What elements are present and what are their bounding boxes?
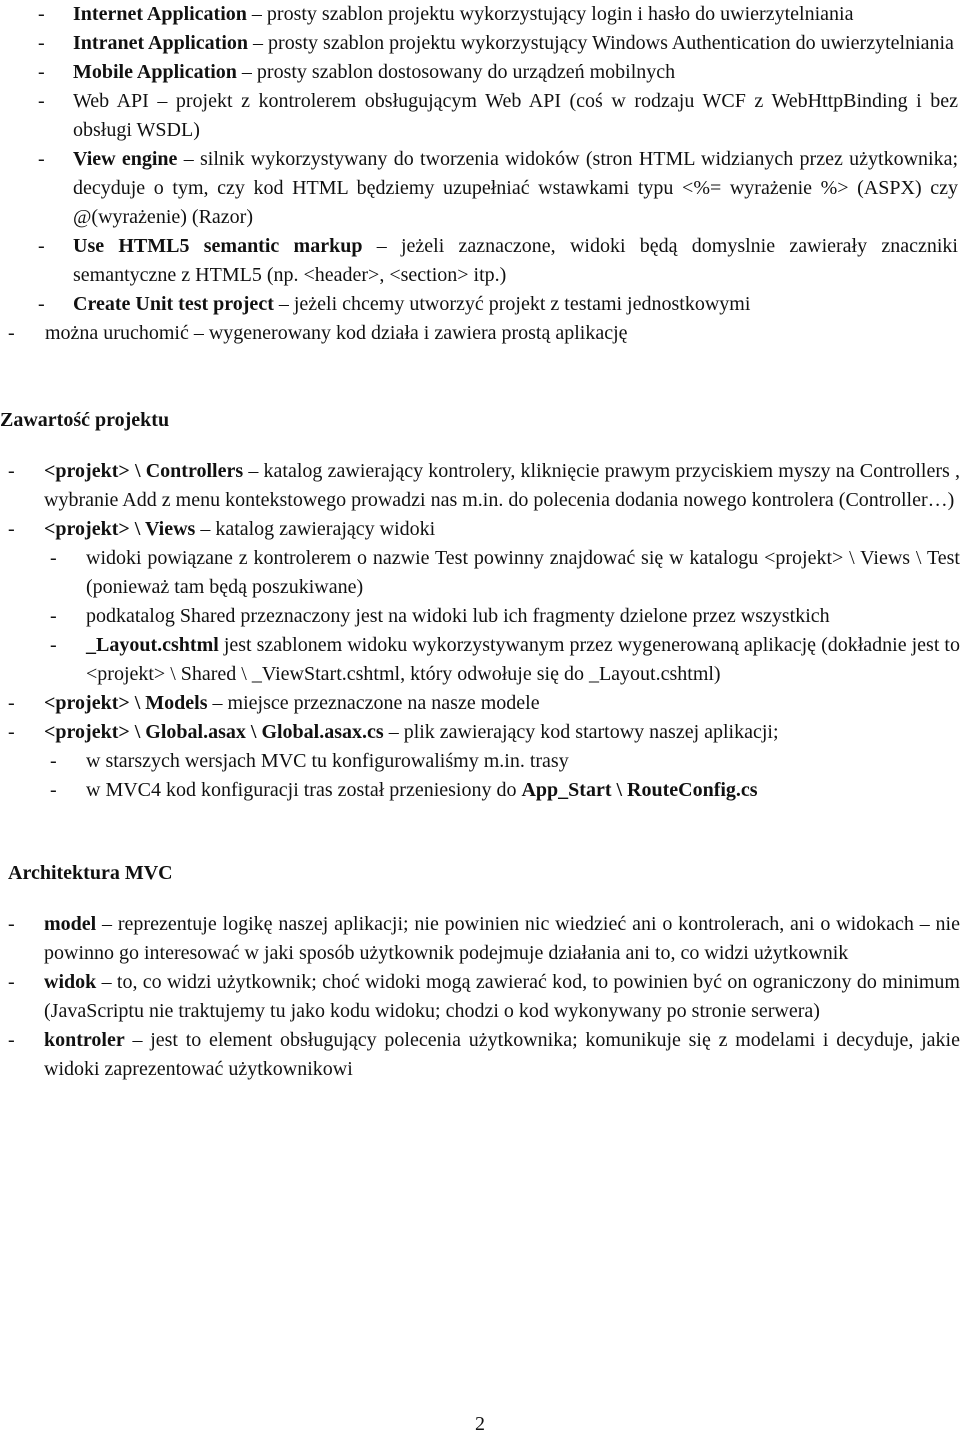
bullet-dash: -	[8, 721, 15, 743]
bullet-dash: -	[8, 913, 15, 935]
description: – prosty szablon dostosowany do urządzeń mobilnych	[236, 61, 676, 83]
list-item	[0, 515, 960, 544]
description: – prosty szablon projektu wykorzystujący login i hasło do uwierzytelniania	[246, 3, 854, 25]
bullet-dash: -	[38, 61, 45, 83]
term: Create Unit test project	[73, 293, 274, 315]
term: widok	[44, 971, 97, 993]
list-item	[0, 910, 960, 968]
term: Use HTML5 semantic markup	[73, 235, 363, 257]
description: w starszych wersjach MVC tu konfigurowaliśmy m.in. trasy	[86, 750, 569, 772]
description: – to, co widzi użytkownik; choć widoki mogą zawierać kod, to powinien być on ograniczony do minimum (JavaScriptu nie traktujemy tu jako kodu widoku; chodzi o kod wykonywany po stronie serwera)	[44, 971, 960, 1022]
bullet-dash: -	[8, 460, 15, 482]
list-item	[0, 718, 960, 747]
description: – katalog zawierający kontrolery, kliknięcie prawym przyciskiem myszy na Controllers , wybranie Add z menu kontekstowego prowadzi nas m.in. do polecenia dodania nowego kontrolera (Controller…)	[44, 460, 960, 511]
term: kontroler	[44, 1029, 125, 1051]
section-heading: Zawartość projektu	[0, 409, 170, 431]
bullet-dash: -	[8, 971, 15, 993]
list-item	[0, 290, 960, 319]
bullet-dash: -	[38, 32, 45, 54]
description: widoki powiązane z kontrolerem o nazwie Test powinny znajdować się w katalogu <projekt> \ Views \ Test (ponieważ tam będą poszukiwane)	[86, 547, 960, 598]
sub-list-item	[0, 544, 960, 602]
description: – plik zawierający kod startowy naszej aplikacji;	[383, 721, 779, 743]
bullet-dash: -	[50, 605, 57, 627]
list-item	[0, 968, 960, 1026]
list-item	[0, 0, 960, 29]
description: – silnik wykorzystywany do tworzenia widoków (stron HTML widzianych przez użytkownika; decyduje o tym, czy kod HTML będziemy uzupełniać wstawkami typu <%= wyrażenie %> (ASPX) czy @(wyrażenie) (Razor)	[73, 148, 958, 228]
description: jest szablonem widoku wykorzystywanym przez wygenerowaną aplikację (dokładnie jest to <projekt> \ Shared \ _ViewStart.cshtml, który odwołuje się do _Layout.cshtml)	[86, 634, 960, 685]
term: View engine	[73, 148, 178, 170]
bullet-dash: -	[38, 90, 45, 112]
term: <projekt> \ Controllers	[44, 460, 244, 482]
description: podkatalog Shared przeznaczony jest na widoki lub ich fragmenty dzielone przez wszystkich	[86, 605, 830, 627]
bullet-dash: -	[50, 750, 57, 772]
bullet-dash: -	[38, 235, 45, 257]
project-template-list	[0, 0, 960, 319]
description: – prosty szablon projektu wykorzystujący Windows Authentication do uwierzytelniania	[248, 32, 954, 54]
term: <projekt> \ Models	[44, 692, 208, 714]
section-project-contents	[0, 406, 960, 805]
bullet-dash: -	[8, 1029, 15, 1051]
term: <projekt> \ Views	[44, 518, 196, 540]
sub-list-item	[0, 602, 960, 631]
term: <projekt> \ Global.asax \ Global.asax.cs	[44, 721, 384, 743]
sub-list-item	[0, 776, 960, 805]
description: – jeżeli zaznaczone, widoki będą domyslnie zawierały znaczniki semantyczne z HTML5 (np. <header>, <section> itp.)	[73, 235, 958, 286]
sub-list-item	[0, 747, 960, 776]
term: App_Start \ RouteConfig.cs	[521, 779, 758, 801]
description: – reprezentuje logikę naszej aplikacji; nie powinien nic wiedzieć ani o kontrolerach, ani o widokach – nie powinno go interesować w jaki sposób użytkownik podejmuje działania ani to, co widzi użytkownik	[44, 913, 960, 964]
bullet-dash: -	[38, 3, 45, 25]
list-item	[0, 689, 960, 718]
run-item-text: można uruchomić – wygenerowany kod działa i zawiera prostą aplikację	[45, 322, 628, 344]
term: Mobile Application	[73, 61, 237, 83]
description: – jest to element obsługujący polecenia użytkownika; komunikuje się z modelami i decyduje, jakie widoki zaprezentować użytkownikowi	[44, 1029, 960, 1080]
bullet-dash: -	[50, 634, 57, 656]
description: – katalog zawierający widoki	[195, 518, 436, 540]
bullet-dash: -	[8, 692, 15, 714]
list-item	[0, 58, 960, 87]
list-item	[0, 145, 960, 232]
description: Web API – projekt z kontrolerem obsługującym Web API (coś w rodzaju WCF z WebHttpBinding i bez obsługi WSDL)	[73, 90, 958, 141]
bullet-dash: -	[50, 547, 57, 569]
description: w MVC4 kod konfiguracji tras został przeniesiony do	[86, 779, 522, 801]
term: Intranet Application	[73, 32, 249, 54]
list-item	[0, 87, 960, 145]
list-item	[0, 319, 960, 348]
page-number: 2	[475, 1413, 485, 1435]
section-heading: Architektura MVC	[8, 862, 173, 884]
description: – miejsce przeznaczone na nasze modele	[207, 692, 540, 714]
bullet-dash: -	[50, 779, 57, 801]
description: – jeżeli chcemy utworzyć projekt z testami jednostkowymi	[273, 293, 751, 315]
sub-list-item	[0, 631, 960, 689]
bullet-dash: -	[38, 148, 45, 170]
bullet-dash: -	[38, 293, 45, 315]
bullet-dash: -	[8, 322, 15, 344]
list-item	[0, 29, 960, 58]
section-mvc-architecture	[0, 859, 960, 1084]
list-item	[0, 457, 960, 515]
term: Internet Application	[73, 3, 247, 25]
list-item	[0, 1026, 960, 1084]
bullet-dash: -	[8, 518, 15, 540]
term: _Layout.cshtml	[86, 634, 219, 656]
term: model	[44, 913, 97, 935]
list-item	[0, 232, 960, 290]
